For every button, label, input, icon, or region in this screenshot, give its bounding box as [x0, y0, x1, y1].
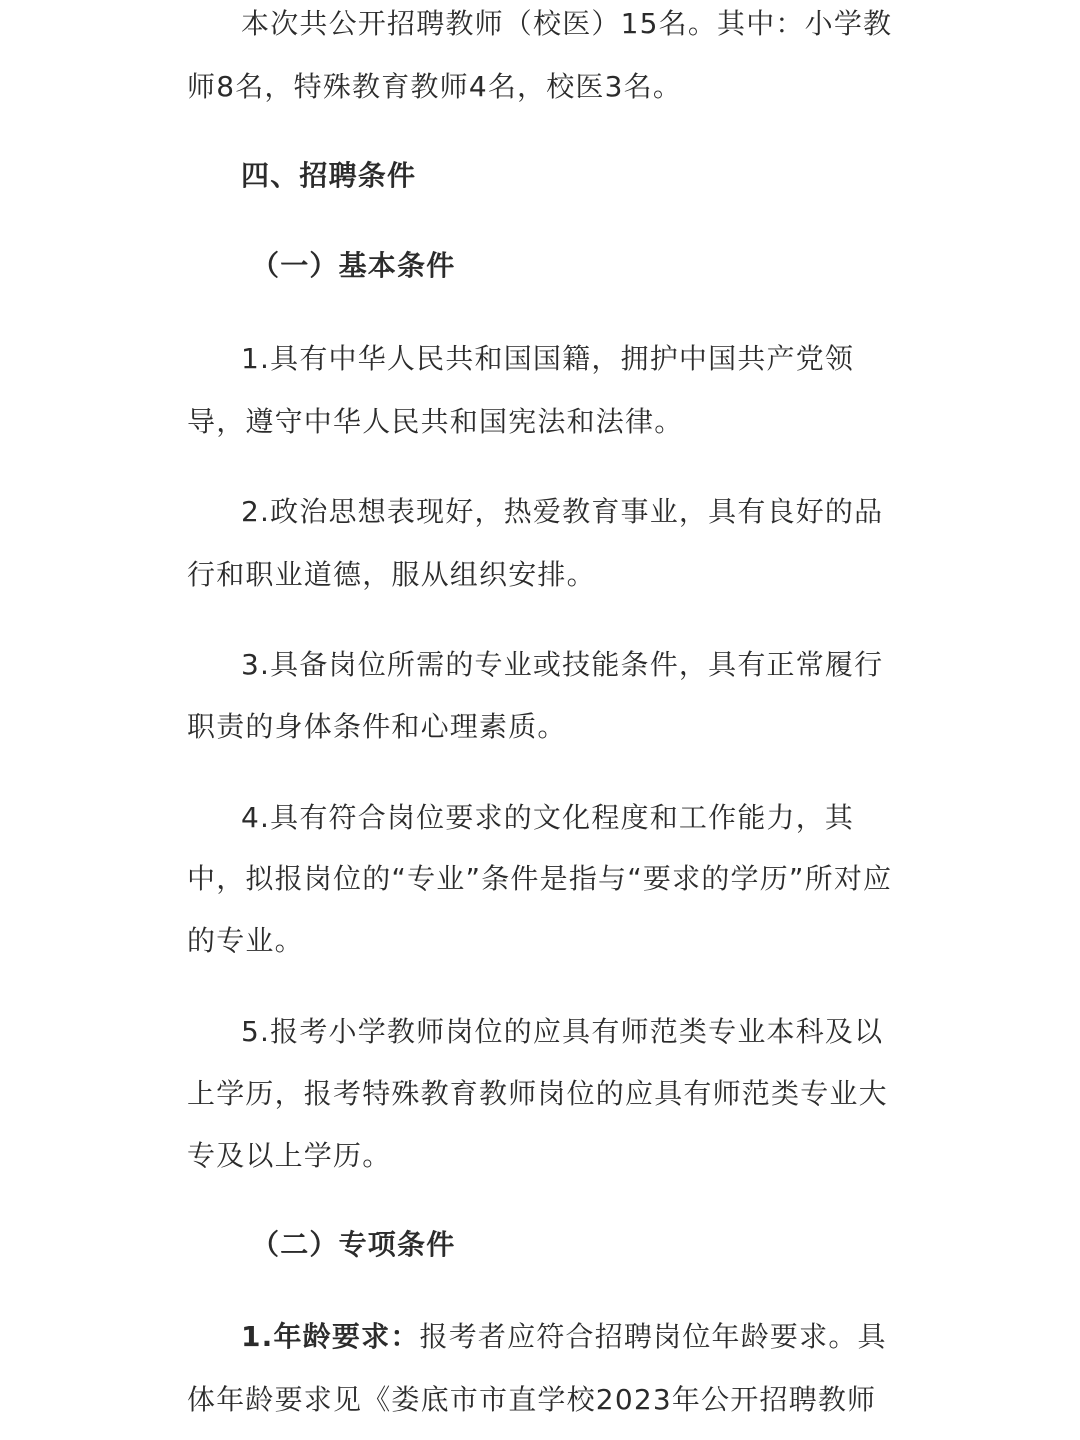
basic-item-5-line-2: 上学历，报考特殊教育教师岗位的应具有师范类专业大	[187, 1077, 888, 1110]
basic-item-4-line-2: 中，拟报岗位的“专业”条件是指与“要求的学历”所对应	[187, 862, 893, 895]
basic-item-4-line-3: 的专业。	[187, 924, 304, 957]
intro-line-1: 本次共公开招聘教师（校医）15名。其中：小学教	[241, 7, 893, 40]
basic-item-3-line-1: 3.具备岗位所需的专业或技能条件，具有正常履行	[241, 648, 884, 681]
basic-item-2-line-1: 2.政治思想表现好，热爱教育事业，具有良好的品	[241, 495, 884, 528]
section-heading-recruitment-conditions: 四、招聘条件	[241, 159, 417, 192]
basic-item-5-line-1: 5.报考小学教师岗位的应具有师范类专业本科及以	[241, 1015, 884, 1048]
special-item-1-text: 报考者应符合招聘岗位年龄要求。具	[419, 1320, 887, 1353]
basic-item-3-line-2: 职责的身体条件和心理素质。	[187, 710, 567, 743]
basic-item-2-line-2: 行和职业道德，服从组织安排。	[187, 558, 596, 591]
special-item-1-line-2: 体年龄要求见《娄底市市直学校2023年公开招聘教师	[187, 1383, 877, 1416]
basic-item-1-line-1: 1.具有中华人民共和国国籍，拥护中国共产党领	[241, 342, 855, 375]
document-page	[187, 0, 909, 1440]
special-item-1-line-1	[241, 1317, 887, 1357]
subsection-heading-basic-conditions: （一）基本条件	[251, 249, 456, 282]
basic-item-4-line-1: 4.具有符合岗位要求的文化程度和工作能力，其	[241, 801, 855, 834]
special-item-1-label: 1.年龄要求：	[241, 1320, 420, 1353]
intro-line-2: 师8名，特殊教育教师4名，校医3名。	[187, 70, 683, 103]
subsection-heading-special-conditions: （二）专项条件	[251, 1228, 456, 1261]
basic-item-5-line-3: 专及以上学历。	[187, 1139, 392, 1172]
basic-item-1-line-2: 导，遵守中华人民共和国宪法和法律。	[187, 405, 684, 438]
